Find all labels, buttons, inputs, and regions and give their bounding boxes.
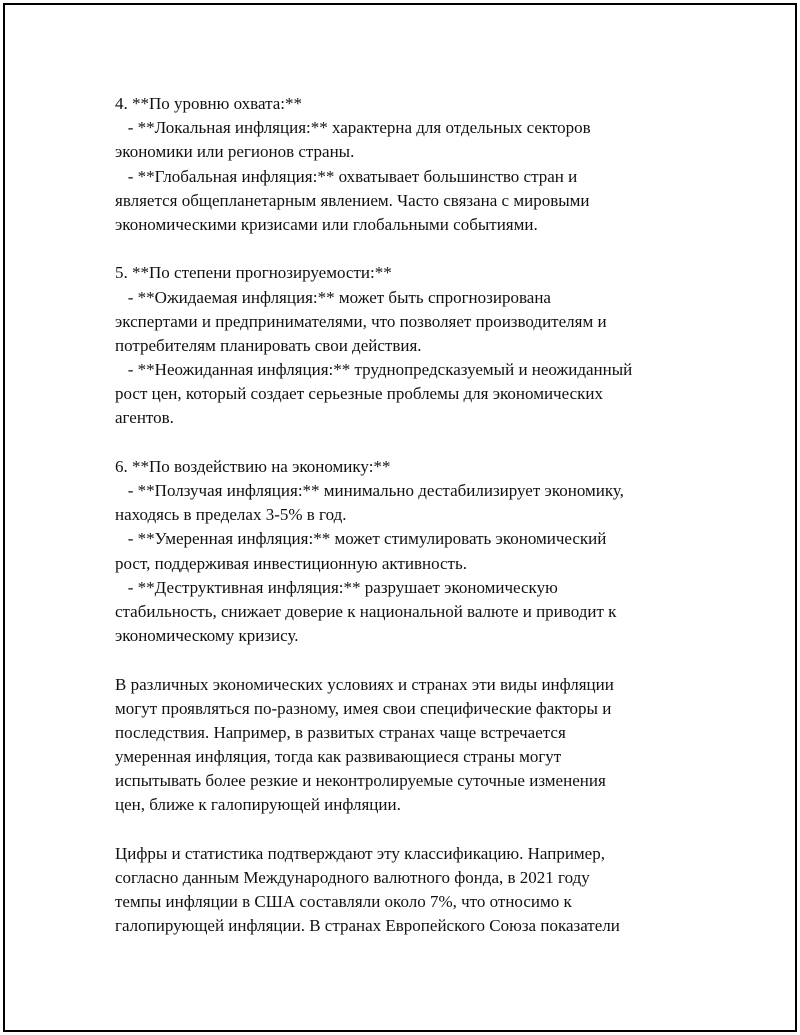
text-line: стабильность, снижает доверие к национальной валюте и приводит к (115, 601, 617, 621)
text-line: экспертами и предпринимателями, что позволяет производителям и (115, 311, 607, 331)
text-line: находясь в пределах 3-5% в год. (115, 505, 347, 525)
text-line: темпы инфляции в США составляли около 7%, что относимо к (115, 892, 572, 912)
paragraph-gap (115, 431, 695, 455)
text-line: рост цен, который создает серьезные проблемы для экономических (115, 384, 603, 404)
paragraph-statistics (115, 842, 695, 939)
document-body (115, 92, 695, 939)
list-item-expected-inflation: - **Ожидаемая инфляция:** может быть спрогнозирована (115, 287, 551, 307)
paragraph-gap (115, 818, 695, 842)
section-heading: 4. **По уровню охвата:** (115, 94, 302, 113)
paragraph-varied-conditions (115, 673, 695, 818)
paragraph-gap (115, 237, 695, 261)
text-line: рост, поддерживая инвестиционную активность. (115, 553, 467, 573)
text-line: могут проявляться по-разному, имея свои специфические факторы и (115, 698, 612, 718)
text-line: экономическими кризисами или глобальными событиями. (115, 214, 538, 234)
text-line: галопирующей инфляции. В странах Европейского Союза показатели (115, 916, 620, 936)
list-item-local-inflation: - **Локальная инфляция:** характерна для отдельных секторов (115, 118, 591, 138)
section-predictability (115, 261, 695, 430)
text-line: испытывать более резкие и неконтролируемые суточные изменения (115, 771, 606, 791)
section-economic-impact (115, 455, 695, 649)
list-item-global-inflation: - **Глобальная инфляция:** охватывает большинство стран и (115, 166, 578, 186)
section-heading: 5. **По степени прогнозируемости:** (115, 263, 392, 283)
text-line: агентов. (115, 408, 174, 428)
text-line: В различных экономических условиях и странах эти виды инфляции (115, 674, 614, 694)
list-item-creeping-inflation: - **Ползучая инфляция:** минимально дестабилизирует экономику, (115, 481, 624, 500)
text-line: потребителям планировать свои действия. (115, 335, 422, 355)
list-item-unexpected-inflation: - **Неожиданная инфляция:** труднопредсказуемый и неожиданный (115, 360, 633, 380)
text-line: цен, ближе к галопирующей инфляции. (115, 795, 401, 815)
section-heading: 6. **По воздействию на экономику:** (115, 456, 391, 476)
text-line: экономическому кризису. (115, 626, 299, 646)
text-line: последствия. Например, в развитых странах чаще встречается (115, 722, 566, 742)
list-item-destructive-inflation: - **Деструктивная инфляция:** разрушает экономическую (115, 577, 558, 597)
text-line: согласно данным Международного валютного фонда, в 2021 году (115, 868, 590, 887)
text-line: является общепланетарным явлением. Часто связана с мировыми (115, 190, 590, 210)
text-line: Цифры и статистика подтверждают эту классификацию. Например, (115, 843, 605, 863)
list-item-moderate-inflation: - **Умеренная инфляция:** может стимулировать экономический (115, 529, 607, 549)
text-line: экономики или регионов страны. (115, 142, 355, 162)
section-coverage-level (115, 92, 695, 237)
text-line: умеренная инфляция, тогда как развивающиеся страны могут (115, 747, 562, 767)
paragraph-gap (115, 648, 695, 672)
